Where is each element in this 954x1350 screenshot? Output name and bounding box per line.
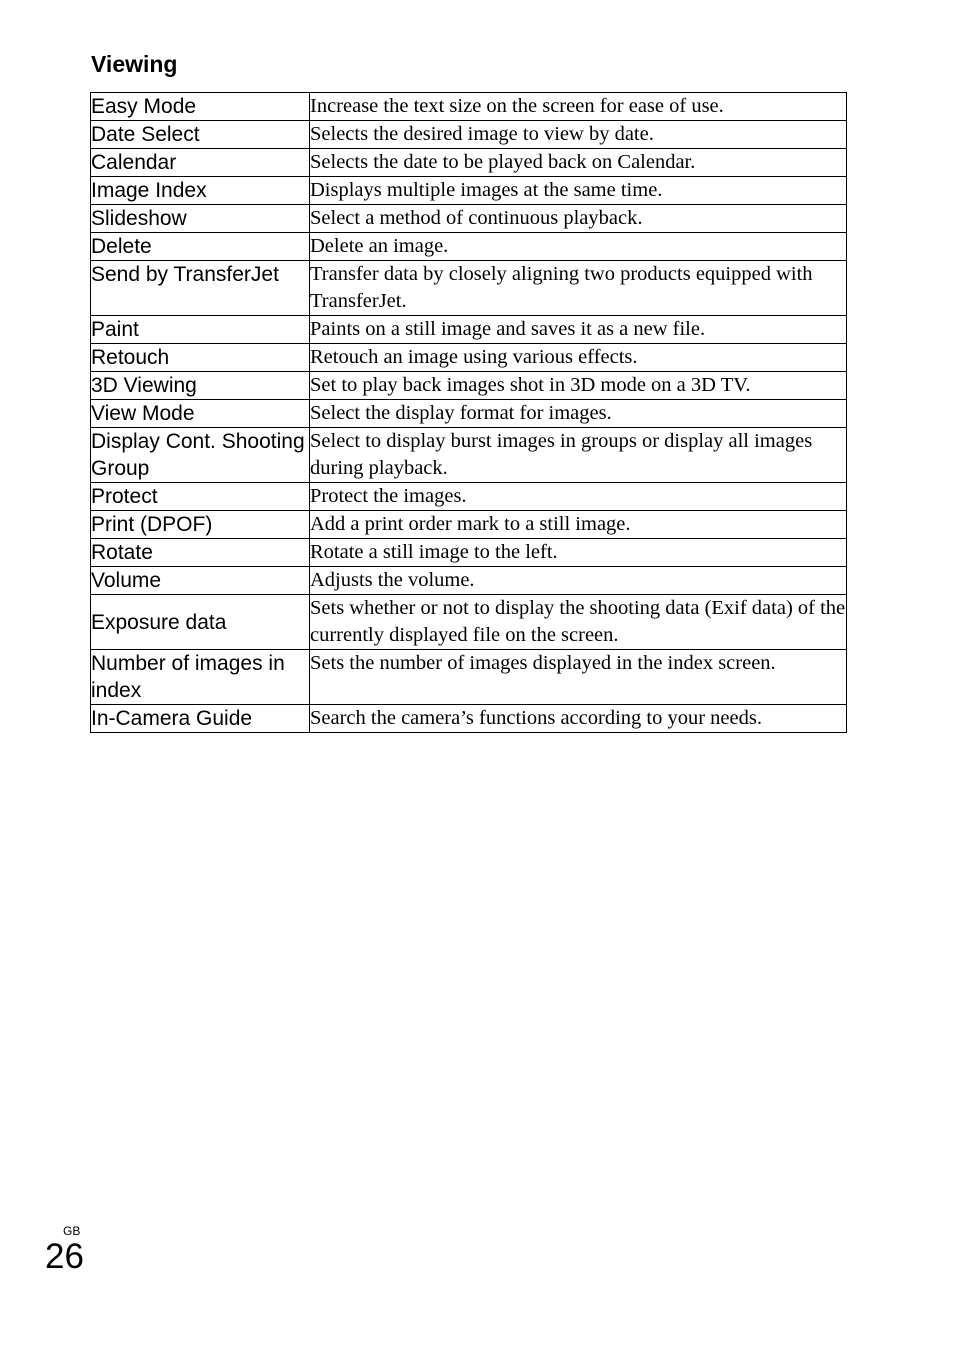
menu-item-name: Easy Mode: [91, 93, 310, 121]
menu-item-name: 3D Viewing: [91, 372, 310, 400]
region-code: GB: [63, 1224, 81, 1238]
menu-item-name: Delete: [91, 233, 310, 261]
section-heading: Viewing: [91, 51, 178, 77]
menu-item-name: Date Select: [91, 121, 310, 149]
menu-item-description: Selects the date to be played back on Calendar.: [310, 149, 847, 177]
table-row: [91, 595, 847, 650]
menu-item-name: Volume: [91, 567, 310, 595]
table-row: [91, 205, 847, 233]
menu-item-description: Select the display format for images.: [310, 400, 847, 428]
menu-item-name: Image Index: [91, 177, 310, 205]
table-row: [91, 705, 847, 733]
menu-item-name: Display Cont. Shooting Group: [91, 428, 310, 483]
menu-item-name: Number of images in index: [91, 650, 310, 705]
menu-item-description: Transfer data by closely aligning two products equipped with TransferJet.: [310, 261, 847, 316]
table-row: [91, 511, 847, 539]
table-row: [91, 316, 847, 344]
table-row: [91, 400, 847, 428]
menu-item-name: View Mode: [91, 400, 310, 428]
menu-item-description: Add a print order mark to a still image.: [310, 511, 847, 539]
table-row: [91, 428, 847, 483]
menu-item-name: In-Camera Guide: [91, 705, 310, 733]
menu-item-description: Sets the number of images displayed in the index screen.: [310, 650, 847, 705]
menu-item-description: Search the camera’s functions according to your needs.: [310, 705, 847, 733]
table-row: [91, 121, 847, 149]
page-number: 26: [45, 1237, 84, 1276]
menu-item-description: Select to display burst images in groups or display all images during playback.: [310, 428, 847, 483]
table-row: [91, 650, 847, 705]
viewing-menu-table: [90, 92, 847, 733]
table-row: [91, 261, 847, 316]
table-row: [91, 567, 847, 595]
menu-item-name: Slideshow: [91, 205, 310, 233]
menu-item-name: Rotate: [91, 539, 310, 567]
menu-item-description: Select a method of continuous playback.: [310, 205, 847, 233]
menu-item-description: Set to play back images shot in 3D mode on a 3D TV.: [310, 372, 847, 400]
menu-item-name: Exposure data: [91, 595, 310, 650]
menu-item-description: Adjusts the volume.: [310, 567, 847, 595]
table-row: [91, 344, 847, 372]
menu-item-description: Delete an image.: [310, 233, 847, 261]
table-row: [91, 233, 847, 261]
menu-item-name: Retouch: [91, 344, 310, 372]
table-row: [91, 149, 847, 177]
menu-item-description: Selects the desired image to view by date.: [310, 121, 847, 149]
table-row: [91, 177, 847, 205]
table-row: [91, 539, 847, 567]
table-row: [91, 483, 847, 511]
menu-item-description: Retouch an image using various effects.: [310, 344, 847, 372]
menu-item-name: Paint: [91, 316, 310, 344]
menu-item-description: Protect the images.: [310, 483, 847, 511]
menu-item-name: Send by TransferJet: [91, 261, 310, 316]
menu-item-name: Print (DPOF): [91, 511, 310, 539]
menu-item-name: Calendar: [91, 149, 310, 177]
menu-item-description: Increase the text size on the screen for ease of use.: [310, 93, 847, 121]
menu-item-description: Sets whether or not to display the shooting data (Exif data) of the currently displayed file on the screen.: [310, 595, 847, 650]
table-row: [91, 372, 847, 400]
menu-item-description: Displays multiple images at the same time.: [310, 177, 847, 205]
menu-item-description: Rotate a still image to the left.: [310, 539, 847, 567]
menu-item-name: Protect: [91, 483, 310, 511]
menu-item-description: Paints on a still image and saves it as a new file.: [310, 316, 847, 344]
table-row: [91, 93, 847, 121]
